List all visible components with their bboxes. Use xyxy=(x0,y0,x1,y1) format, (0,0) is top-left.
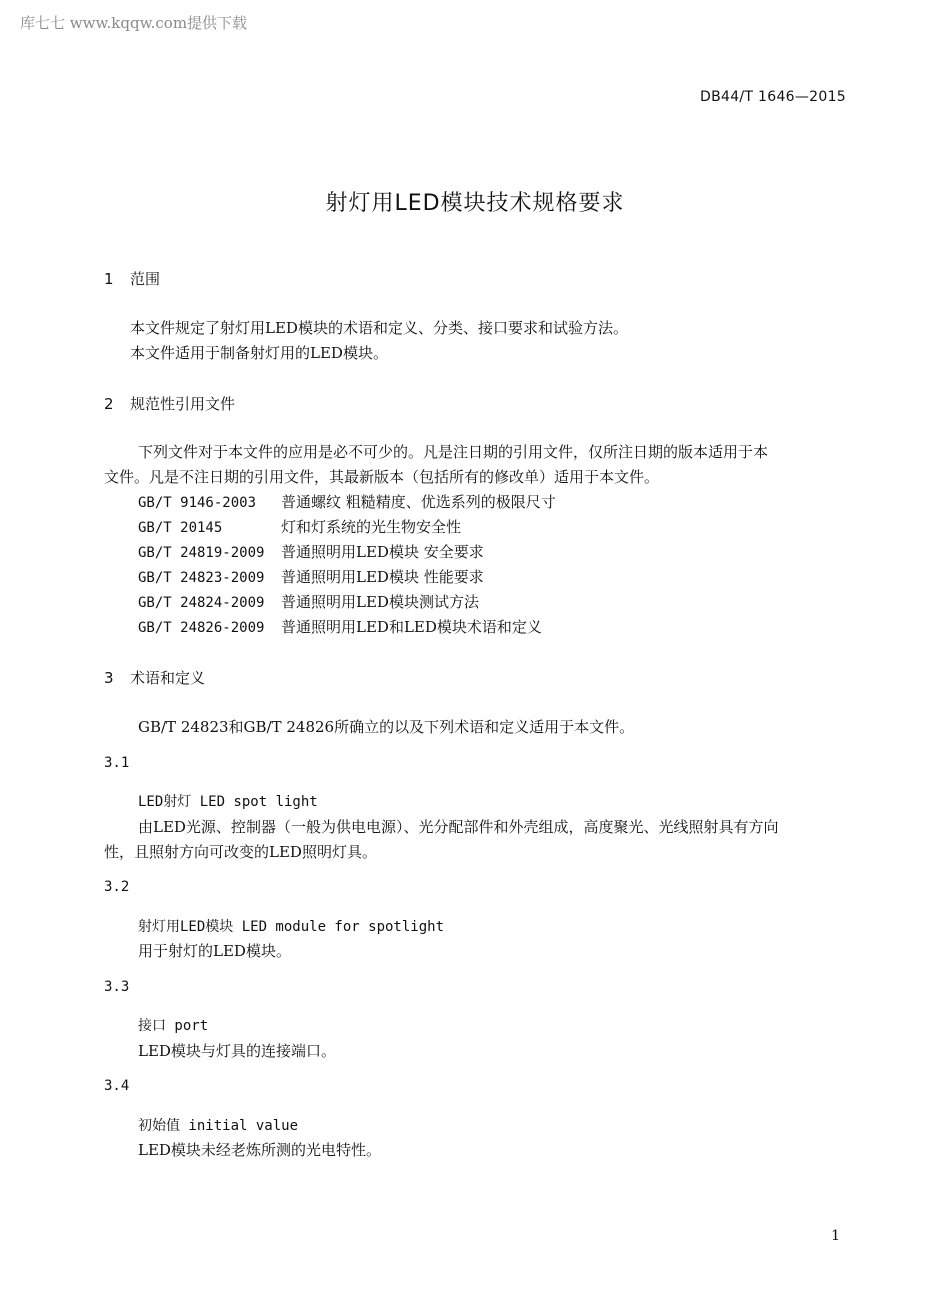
reference-code: GB/T 9146-2003 xyxy=(138,495,257,511)
reference-item xyxy=(138,491,556,512)
section-number: 1 xyxy=(104,270,114,288)
scope-paragraph-1: 本文件规定了射灯用LED模块的术语和定义、分类、接口要求和试验方法。 xyxy=(130,319,628,337)
term-definition-line-1: LED模块未经老炼所测的光电特性。 xyxy=(138,1141,381,1159)
scope-paragraph-2: 本文件适用于制备射灯用的LED模块。 xyxy=(130,344,388,362)
terms-intro: GB/T 24823和GB/T 24826所确立的以及下列术语和定义适用于本文件。 xyxy=(138,718,635,736)
term-name: 射灯用LED模块 LED module for spotlight xyxy=(138,919,445,935)
section-number: 3 xyxy=(104,669,114,687)
section-3-heading xyxy=(104,667,205,688)
section-title: 术语和定义 xyxy=(130,669,206,687)
references-intro-line-2: 文件。凡是不注日期的引用文件，其最新版本（包括所有的修改单）适用于本文件。 xyxy=(104,468,660,486)
term-definition-line-1: 用于射灯的LED模块。 xyxy=(138,942,291,960)
clause-number: 3.3 xyxy=(104,979,130,995)
reference-title: 普通照明用LED模块 安全要求 xyxy=(281,543,484,561)
reference-item xyxy=(138,541,484,562)
document-title: 射灯用LED模块技术规格要求 xyxy=(325,191,625,216)
reference-item xyxy=(138,516,461,537)
section-2-heading xyxy=(104,393,235,414)
reference-code: GB/T 24824-2009 xyxy=(138,595,265,611)
reference-code: GB/T 24823-2009 xyxy=(138,570,265,586)
reference-title: 普通螺纹 粗糙精度、优选系列的极限尺寸 xyxy=(281,493,556,511)
term-name: 初始值 initial value xyxy=(138,1118,299,1134)
standard-number: DB44/T 1646—2015 xyxy=(700,89,846,105)
reference-code: GB/T 24819-2009 xyxy=(138,545,265,561)
clause-number: 3.1 xyxy=(104,755,130,771)
references-intro-line-1: 下列文件对于本文件的应用是必不可少的。凡是注日期的引用文件，仅所注日期的版本适用于本 xyxy=(138,443,769,461)
reference-title: 普通照明用LED模块测试方法 xyxy=(281,593,479,611)
reference-item xyxy=(138,616,542,637)
reference-code: GB/T 20145 xyxy=(138,520,223,536)
reference-item xyxy=(138,566,484,587)
watermark-text: 库七七 www.kqqw.com提供下载 xyxy=(20,14,248,32)
reference-item xyxy=(138,591,479,612)
page-number: 1 xyxy=(831,1228,840,1244)
reference-title: 灯和灯系统的光生物安全性 xyxy=(281,518,462,536)
reference-code: GB/T 24826-2009 xyxy=(138,620,265,636)
reference-title: 普通照明用LED和LED模块术语和定义 xyxy=(281,618,542,636)
term-definition-line-1: LED模块与灯具的连接端口。 xyxy=(138,1042,336,1060)
section-1-heading xyxy=(104,268,160,289)
term-name: LED射灯 LED spot light xyxy=(138,794,318,810)
section-title: 规范性引用文件 xyxy=(130,395,236,413)
term-name: 接口 port xyxy=(138,1018,209,1034)
term-definition-line-1: 由LED光源、控制器（一般为供电电源）、光分配部件和外壳组成，高度聚光、光线照射具有方向 xyxy=(138,818,779,836)
section-title: 范围 xyxy=(130,270,161,288)
section-number: 2 xyxy=(104,395,114,413)
clause-number: 3.2 xyxy=(104,879,130,895)
term-definition-line-2: 性，且照射方向可改变的LED照明灯具。 xyxy=(104,843,377,861)
clause-number: 3.4 xyxy=(104,1078,130,1094)
reference-title: 普通照明用LED模块 性能要求 xyxy=(281,568,484,586)
